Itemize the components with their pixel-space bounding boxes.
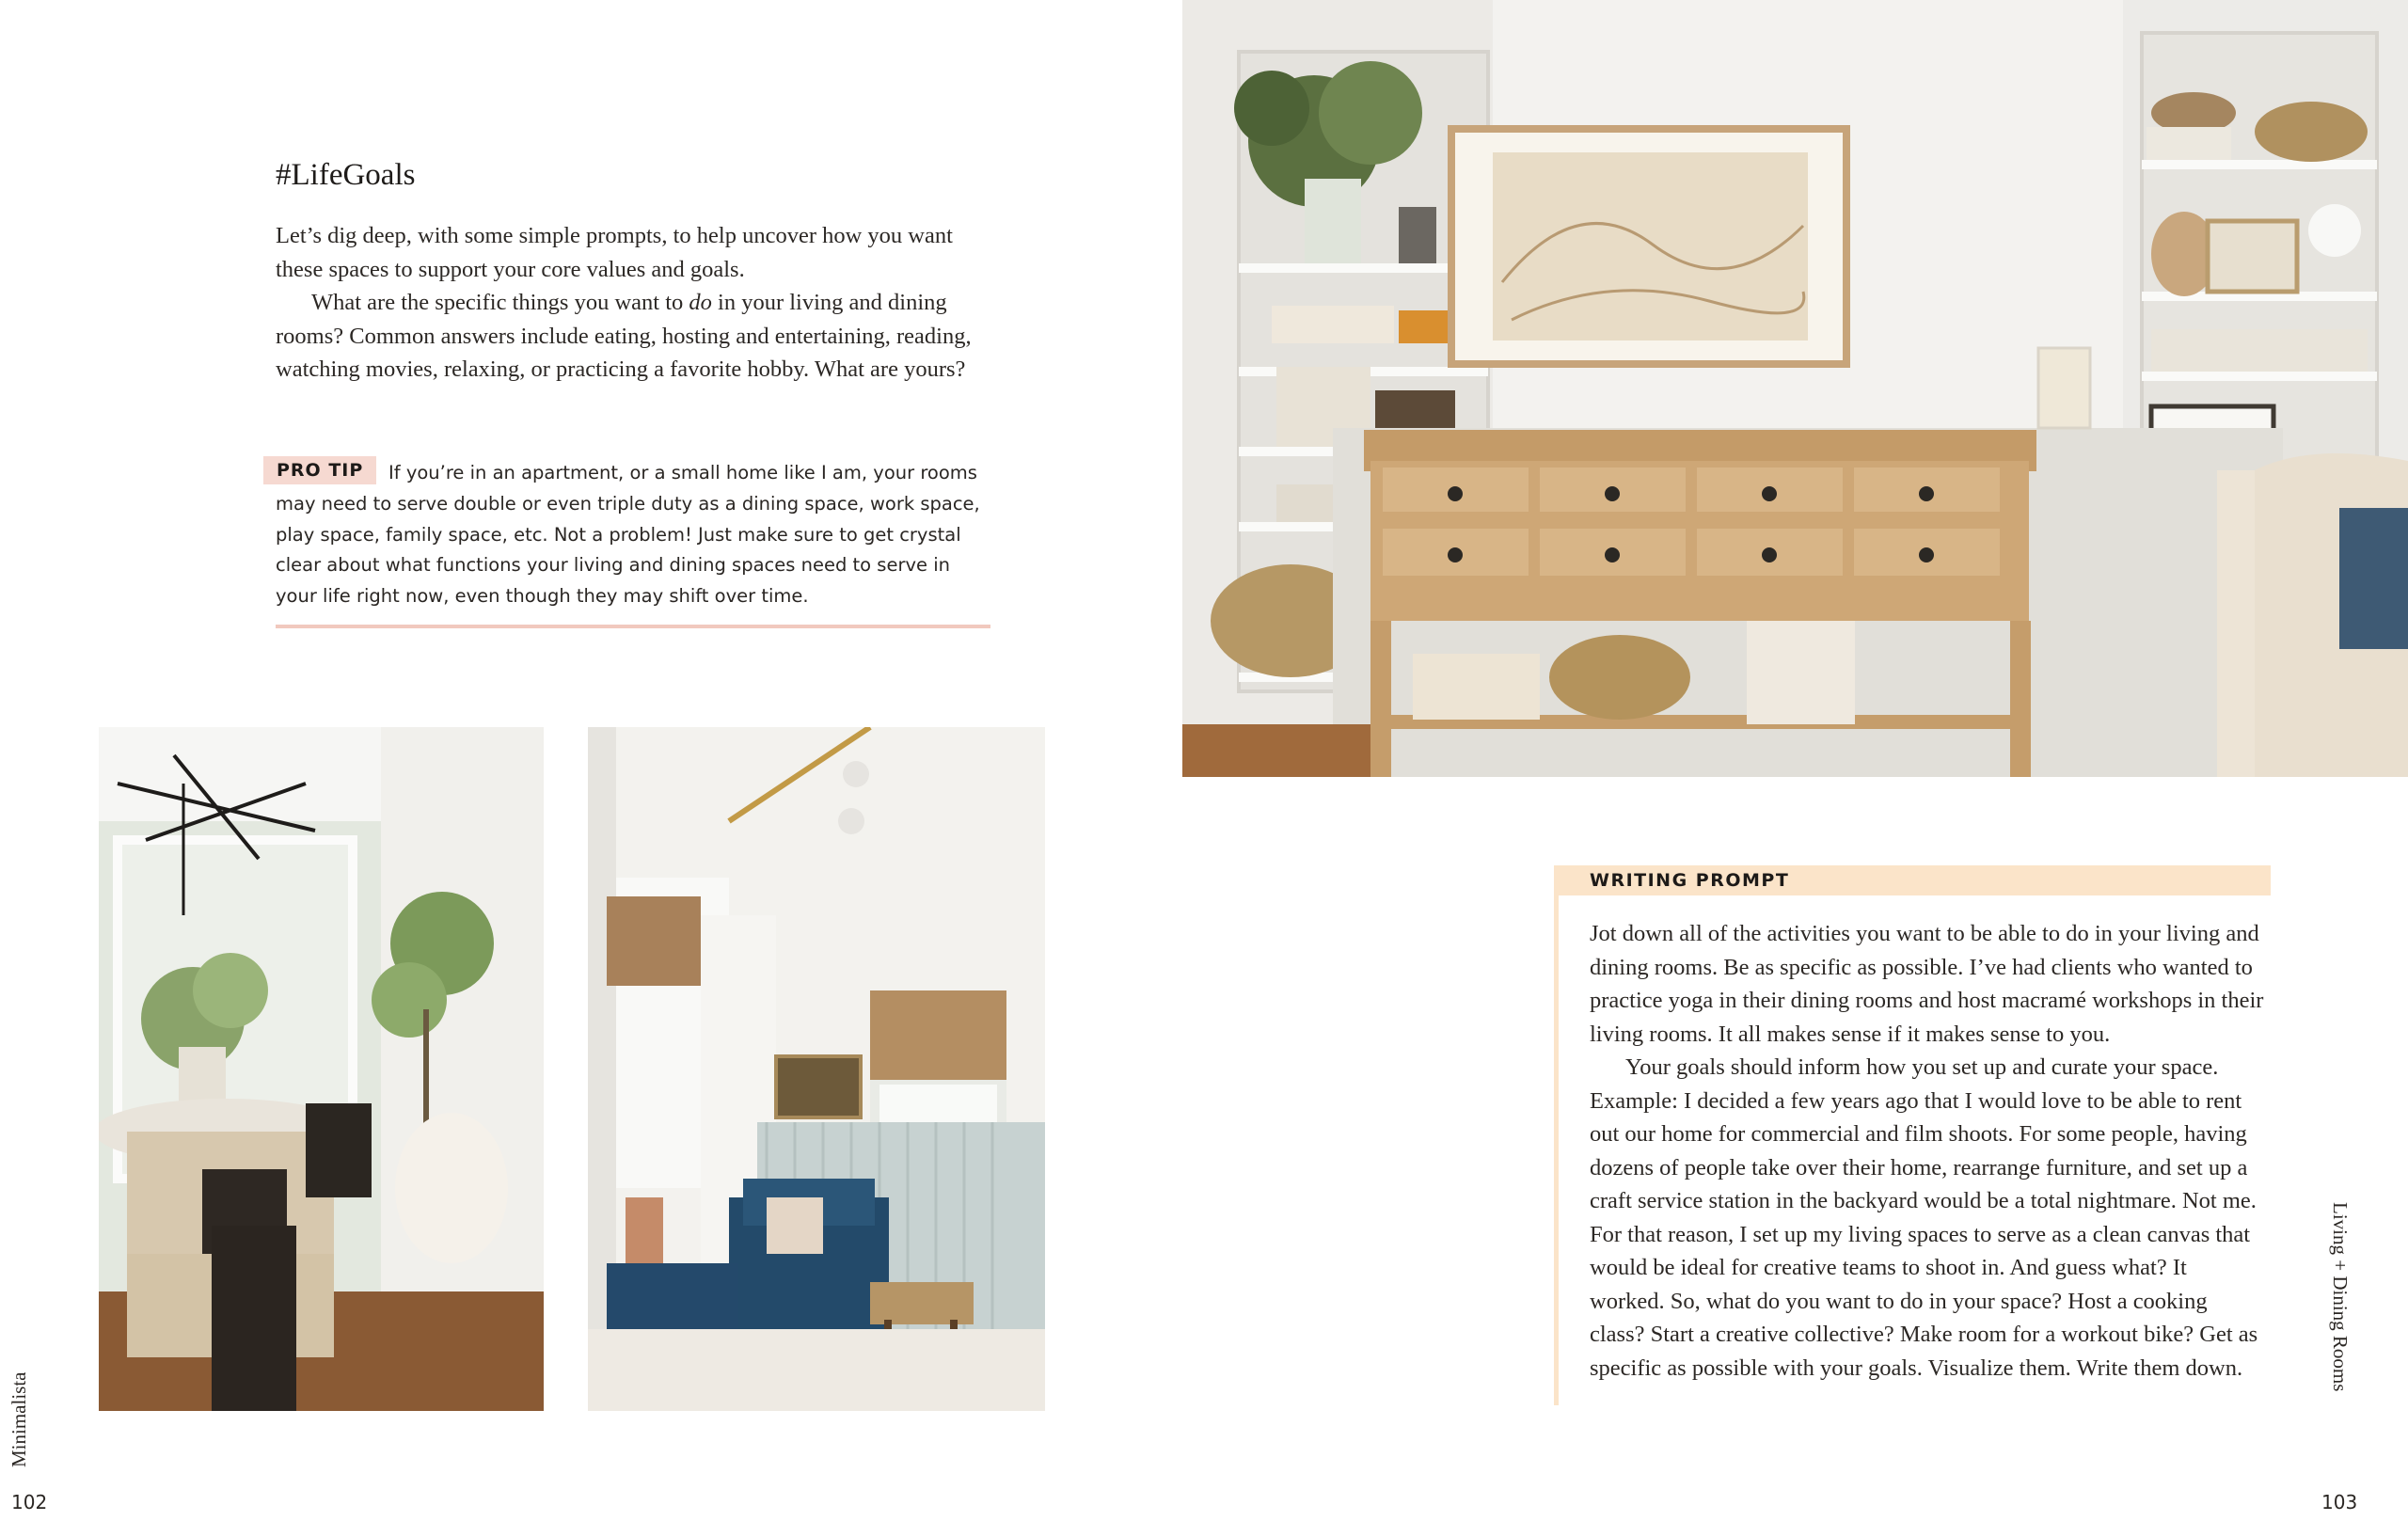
left-paragraph-2-emphasis: do bbox=[689, 290, 712, 315]
right-paragraph-2: Your goals should inform how you set up and curate your space. Example: I decided a few years ago that I would love to be able to rent out our home for commercial and film shoots. For some people, having dozens of people take over their home, rearrange furniture, and set up a craft service station in the backyard would be a total nightmare. Not me. For that reason, I set up my living spaces to serve as a clean canvas that would be ideal for creative teams to shoot in. And guess what? It worked. So, what do you want to do in your space? Host a cooking class? Start a creative collective? Make room for a workout bike? Get as specific as possible with your goals. Visualize them. Write them down. bbox=[1590, 1054, 2258, 1381]
running-head-left-text: Minimalista bbox=[8, 1371, 30, 1467]
running-head-left bbox=[8, 1371, 45, 1467]
writing-prompt-side-bar bbox=[1554, 895, 1559, 1405]
left-paragraph-1: Let’s dig deep, with some simple prompts, to help uncover how you want these spaces to support your core values and goals. bbox=[276, 223, 953, 282]
living-room-photo bbox=[1182, 0, 2408, 777]
page-number-right: 103 bbox=[2321, 1491, 2358, 1513]
right-body-text bbox=[1590, 917, 2267, 1385]
running-head-right bbox=[2323, 1202, 2361, 1413]
running-head-right-text: Living + Dining Rooms bbox=[2329, 1202, 2352, 1392]
left-paragraph-2-end: in your living and dining rooms? Common answers include eating, hosting and entertaining, reading, watching movies, relaxing, or practicing a favorite hobby. What are yours? bbox=[276, 290, 972, 382]
left-paragraph-2-start: What are the specific things you want to bbox=[311, 290, 689, 315]
pro-tip-label: PRO TIP bbox=[263, 456, 376, 484]
section-heading: #LifeGoals bbox=[276, 158, 416, 192]
pro-tip-text-block bbox=[276, 458, 990, 612]
pro-tip-divider bbox=[276, 625, 990, 628]
writing-prompt-label: WRITING PROMPT bbox=[1590, 870, 1790, 891]
left-paragraph-2 bbox=[276, 286, 1000, 387]
reading-nook-photo bbox=[588, 727, 1045, 1411]
dining-room-photo bbox=[99, 727, 544, 1411]
right-paragraph-1: Jot down all of the activities you want to be able to do in your living and dining rooms. Be as specific as possible. I’ve had clients who wanted to practice yoga in their dining rooms and host macramé workshops in their living rooms. It all makes sense if it makes sense to you. bbox=[1590, 921, 2264, 1047]
left-body-text bbox=[276, 219, 1000, 387]
page-number-left: 102 bbox=[11, 1491, 48, 1513]
pro-tip-text: If you’re in an apartment, or a small home like I am, your rooms may need to serve double or even triple duty as a dining space, work space, play space, family space, etc. Not a problem! Just make sure to get crystal clear about what functions your living and dining spaces need to serve in your life right now, even though they may shift over time. bbox=[276, 462, 980, 608]
